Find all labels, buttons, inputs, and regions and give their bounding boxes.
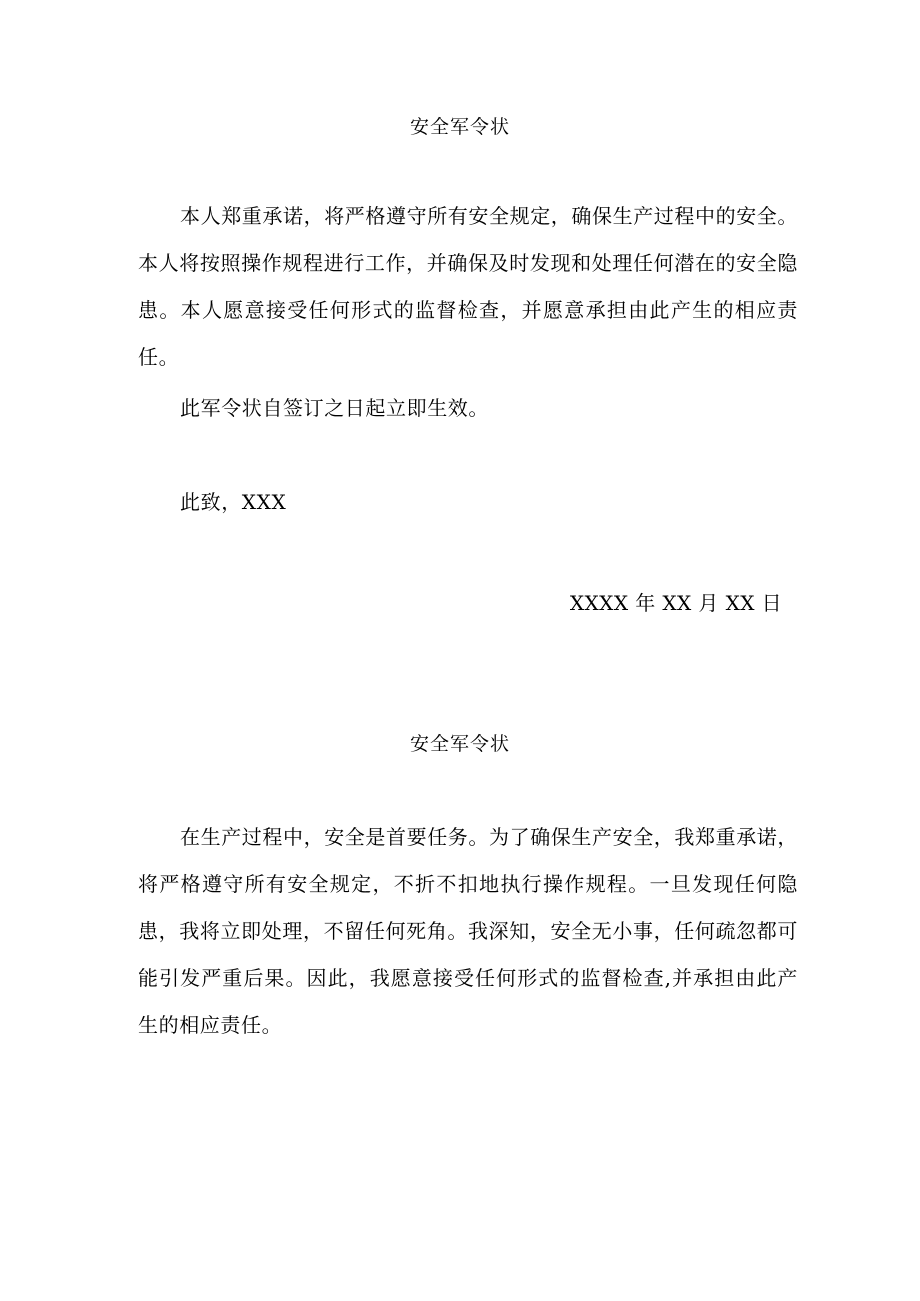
letter1-effective-statement: 此军令状自签订之日起立即生效。 xyxy=(180,396,489,420)
letter2-paragraph-1: 在生产过程中，安全是首要任务。为了确保生产安全，我郑重承诺，将严格遵守所有安全规定，不折不扣地执行操作规程。一旦发现任何隐患，我将立即处理，不留任何死角。我深知，安全无小事，任何疏忽都可能引发严重后果。因此，我愿意接受任何形式的监督检查,并承担由此产生的相应责任。 xyxy=(138,825,798,1037)
letter1-title: 安全军令状 xyxy=(409,116,510,138)
letter1-salutation: 此致，XXX xyxy=(180,490,287,514)
letter1-paragraph-1: 本人郑重承诺，将严格遵守所有安全规定，确保生产过程中的安全。本人将按照操作规程进行工作，并确保及时发现和处理任何潜在的安全隐患。本人愿意接受任何形式的监督检查，并愿意承担由此产生的相应责任。 xyxy=(138,204,798,369)
letter2-title: 安全军令状 xyxy=(409,733,510,755)
letter1-date: XXXX 年 XX 月 XX 日 xyxy=(569,591,782,615)
